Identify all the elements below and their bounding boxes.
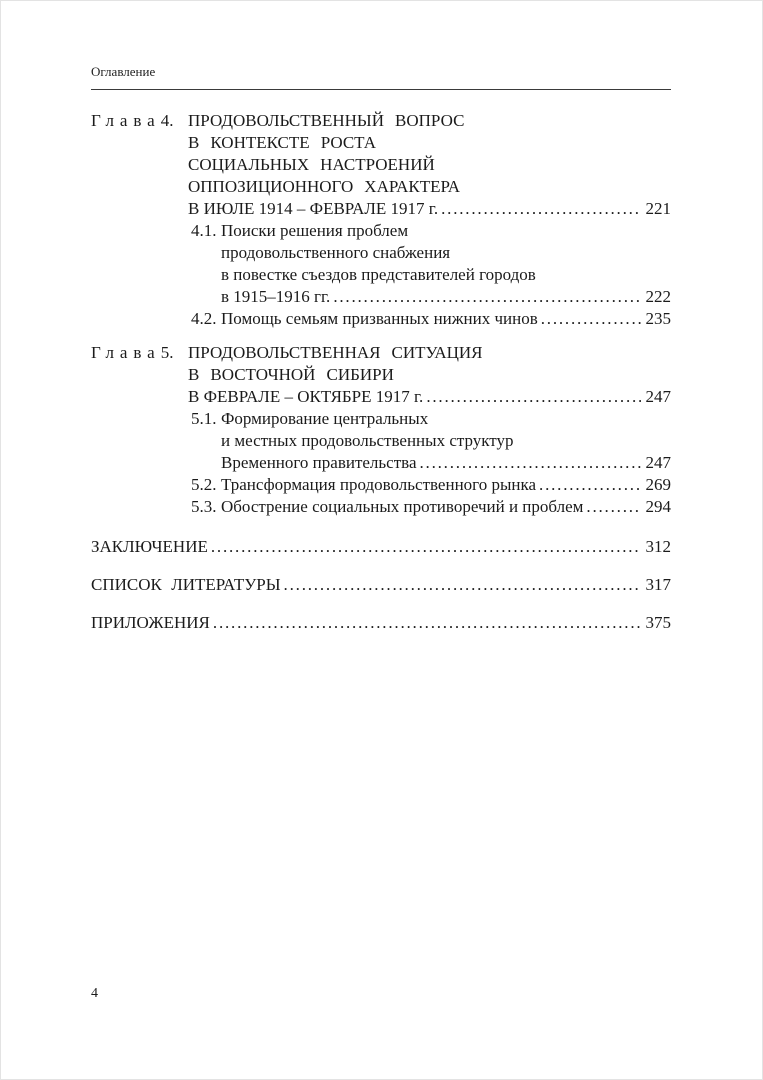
section-number: 5.1. (191, 409, 217, 428)
toc-bibliography-line (91, 574, 671, 596)
chapter-5-label (91, 342, 188, 408)
page-ref: 247 (645, 453, 671, 472)
section-4-1-body (221, 220, 671, 308)
chapter-word: Глава (91, 111, 161, 130)
chapter-title-line: В ВОСТОЧНОЙ СИБИРИ (188, 365, 394, 384)
chapter-number: 5. (160, 343, 174, 362)
toc-chapter-5 (91, 342, 671, 518)
page-ref: 222 (645, 287, 671, 306)
dot-leader (541, 308, 641, 330)
toc-section-5-1 (191, 408, 671, 474)
chapter-title-line: ПРОДОВОЛЬСТВЕННЫЙ ВОПРОС (188, 111, 465, 130)
section-5-2-body (221, 474, 671, 496)
page-ref: 312 (645, 537, 671, 556)
section-number: 5.3. (191, 497, 217, 516)
section-title-line: Трансформация продовольственного рынка (221, 475, 537, 494)
chapter-4-heading (91, 110, 671, 220)
section-title-line: Поиски решения проблем (221, 221, 409, 240)
toc-section-5-3 (191, 496, 671, 518)
page-ref: 221 (645, 199, 671, 218)
chapter-title-line: В ИЮЛЕ 1914 – ФЕВРАЛЕ 1917 г. (188, 199, 439, 218)
running-head (91, 64, 671, 90)
section-5-3-toc-line (221, 496, 671, 518)
section-title-line: Помощь семьям призванных нижних чинов (221, 309, 538, 328)
page-content (1, 1, 762, 634)
dot-leader (586, 496, 640, 518)
section-4-1-toc-line (221, 286, 671, 308)
section-title-line: продовольственного снабжения (221, 243, 451, 262)
section-5-1-toc-line (221, 452, 671, 474)
section-title-line: Формирование центральных (221, 409, 429, 428)
page-ref: 235 (645, 309, 671, 328)
section-4-2-toc-line (221, 308, 671, 330)
chapter-number: 4. (160, 111, 174, 130)
section-title-line: Обострение социальных противоречий и проблем (221, 497, 584, 516)
back-matter-title: ЗАКЛЮЧЕНИЕ (91, 537, 208, 556)
toc-section-5-2 (191, 474, 671, 496)
page-ref: 294 (645, 497, 671, 516)
table-of-contents (91, 110, 671, 634)
back-matter-title: СПИСОК ЛИТЕРАТУРЫ (91, 575, 281, 594)
chapter-title-line: В КОНТЕКСТЕ РОСТА (188, 133, 376, 152)
page-ref: 247 (645, 387, 671, 406)
dot-leader (441, 198, 640, 220)
chapter-5-heading (91, 342, 671, 408)
dot-leader (426, 386, 640, 408)
dot-leader (419, 452, 640, 474)
section-title-line: в 1915–1916 гг. (221, 287, 331, 306)
back-matter-title: ПРИЛОЖЕНИЯ (91, 613, 210, 632)
chapter-4-sections (191, 220, 671, 330)
toc-chapter-4 (91, 110, 671, 330)
toc-section-4-2 (191, 308, 671, 330)
toc-conclusion-line (91, 536, 671, 558)
chapter-title-line: СОЦИАЛЬНЫХ НАСТРОЕНИЙ (188, 155, 435, 174)
section-title-line: Временного правительства (221, 453, 417, 472)
header-rule (91, 89, 671, 90)
section-number: 5.2. (191, 475, 217, 494)
section-number: 4.1. (191, 221, 217, 240)
chapter-5-sections (191, 408, 671, 518)
chapter-5-title (188, 342, 671, 408)
running-head-title: Оглавление (91, 64, 156, 79)
section-5-1-body (221, 408, 671, 474)
section-5-2-toc-line (221, 474, 671, 496)
page-number: 4 (91, 986, 98, 1001)
section-4-2-body (221, 308, 671, 330)
back-matter (91, 536, 671, 634)
chapter-4-toc-line (188, 198, 671, 220)
section-number: 4.2. (191, 309, 217, 328)
section-title-line: в повестке съездов представителей городов (221, 265, 536, 284)
dot-leader (211, 536, 641, 558)
dot-leader (284, 574, 641, 596)
page-ref: 375 (645, 613, 671, 632)
dot-leader (213, 612, 641, 634)
toc-section-4-1 (191, 220, 671, 308)
section-title-line: и местных продовольственных структур (221, 431, 514, 450)
dot-leader (539, 474, 640, 496)
page-ref: 317 (645, 575, 671, 594)
page-ref: 269 (645, 475, 671, 494)
chapter-title-line: ОППОЗИЦИОННОГО ХАРАКТЕРА (188, 177, 461, 196)
chapter-4-title (188, 110, 671, 220)
section-5-3-body (221, 496, 671, 518)
chapter-5-toc-line (188, 386, 671, 408)
chapter-title-line: В ФЕВРАЛЕ – ОКТЯБРЕ 1917 г. (188, 387, 424, 406)
chapter-4-label (91, 110, 188, 220)
chapter-title-line: ПРОДОВОЛЬСТВЕННАЯ СИТУАЦИЯ (188, 343, 483, 362)
dot-leader (333, 286, 640, 308)
toc-appendices-line (91, 612, 671, 634)
chapter-word: Глава (91, 343, 161, 362)
